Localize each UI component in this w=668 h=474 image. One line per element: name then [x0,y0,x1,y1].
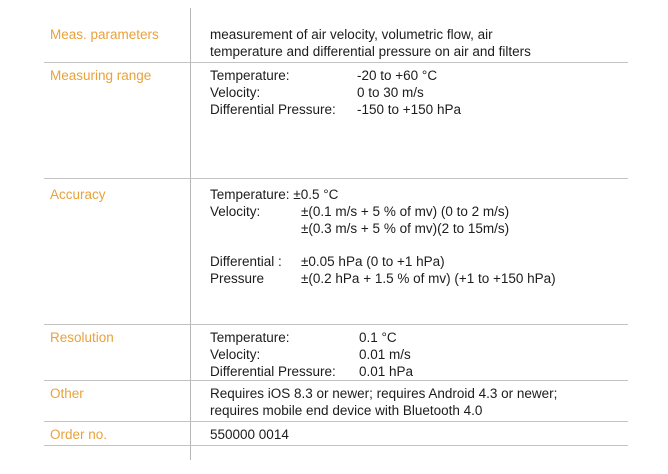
accuracy-differential-value: ±0.05 hPa (0 to +1 hPa) [301,254,445,269]
order-number-label: Order no. [50,427,108,442]
accuracy-pressure-value: ±(0.2 hPa + 1.5 % of mv) (+1 to +150 hPa) [301,271,556,286]
resolution-diff-pressure-value: 0.01 hPa [359,364,414,379]
resolution-diff-pressure-name: Differential Pressure: [210,364,336,379]
range-velocity-value: 0 to 30 m/s [357,85,424,100]
range-temperature-value: -20 to +60 °C [357,68,438,83]
other-label: Other [50,386,84,401]
column-divider [190,8,191,460]
resolution-label: Resolution [50,330,114,345]
resolution-velocity-value: 0.01 m/s [359,347,411,362]
meas-parameters-line2: temperature and differential pressure on air and filters [210,44,531,59]
accuracy-velocity-name: Velocity: [210,204,261,219]
accuracy-pressure-name: Pressure [210,271,265,286]
row-divider [44,445,628,446]
measuring-range-label: Measuring range [50,68,152,83]
accuracy-velocity-value-2: ±(0.3 m/s + 5 % of mv)(2 to 15m/s) [301,221,510,236]
other-line2: requires mobile end device with Bluetooth 4.0 [210,403,483,418]
range-velocity-name: Velocity: [210,85,261,100]
order-number-value: 550000 0014 [210,427,289,442]
range-diff-pressure-value: -150 to +150 hPa [357,102,461,117]
meas-parameters-line1: measurement of air velocity, volumetric flow, air [210,27,493,42]
row-divider [44,178,628,179]
row-divider [44,380,628,381]
resolution-temperature-value: 0.1 °C [359,330,397,345]
row-divider [44,421,628,422]
resolution-temperature-name: Temperature: [210,330,290,345]
accuracy-differential-name: Differential : [210,254,282,269]
accuracy-temperature: Temperature: ±0.5 °C [210,187,339,202]
other-line1: Requires iOS 8.3 or newer; requires Android 4.3 or newer; [210,386,558,401]
row-divider [44,324,628,325]
resolution-velocity-name: Velocity: [210,347,261,362]
range-diff-pressure-name: Differential Pressure: [210,102,336,117]
meas-parameters-label: Meas. parameters [50,27,159,42]
range-temperature-name: Temperature: [210,68,290,83]
accuracy-label: Accuracy [50,187,106,202]
accuracy-velocity-value-1: ±(0.1 m/s + 5 % of mv) (0 to 2 m/s) [301,204,510,219]
row-divider [44,62,628,63]
